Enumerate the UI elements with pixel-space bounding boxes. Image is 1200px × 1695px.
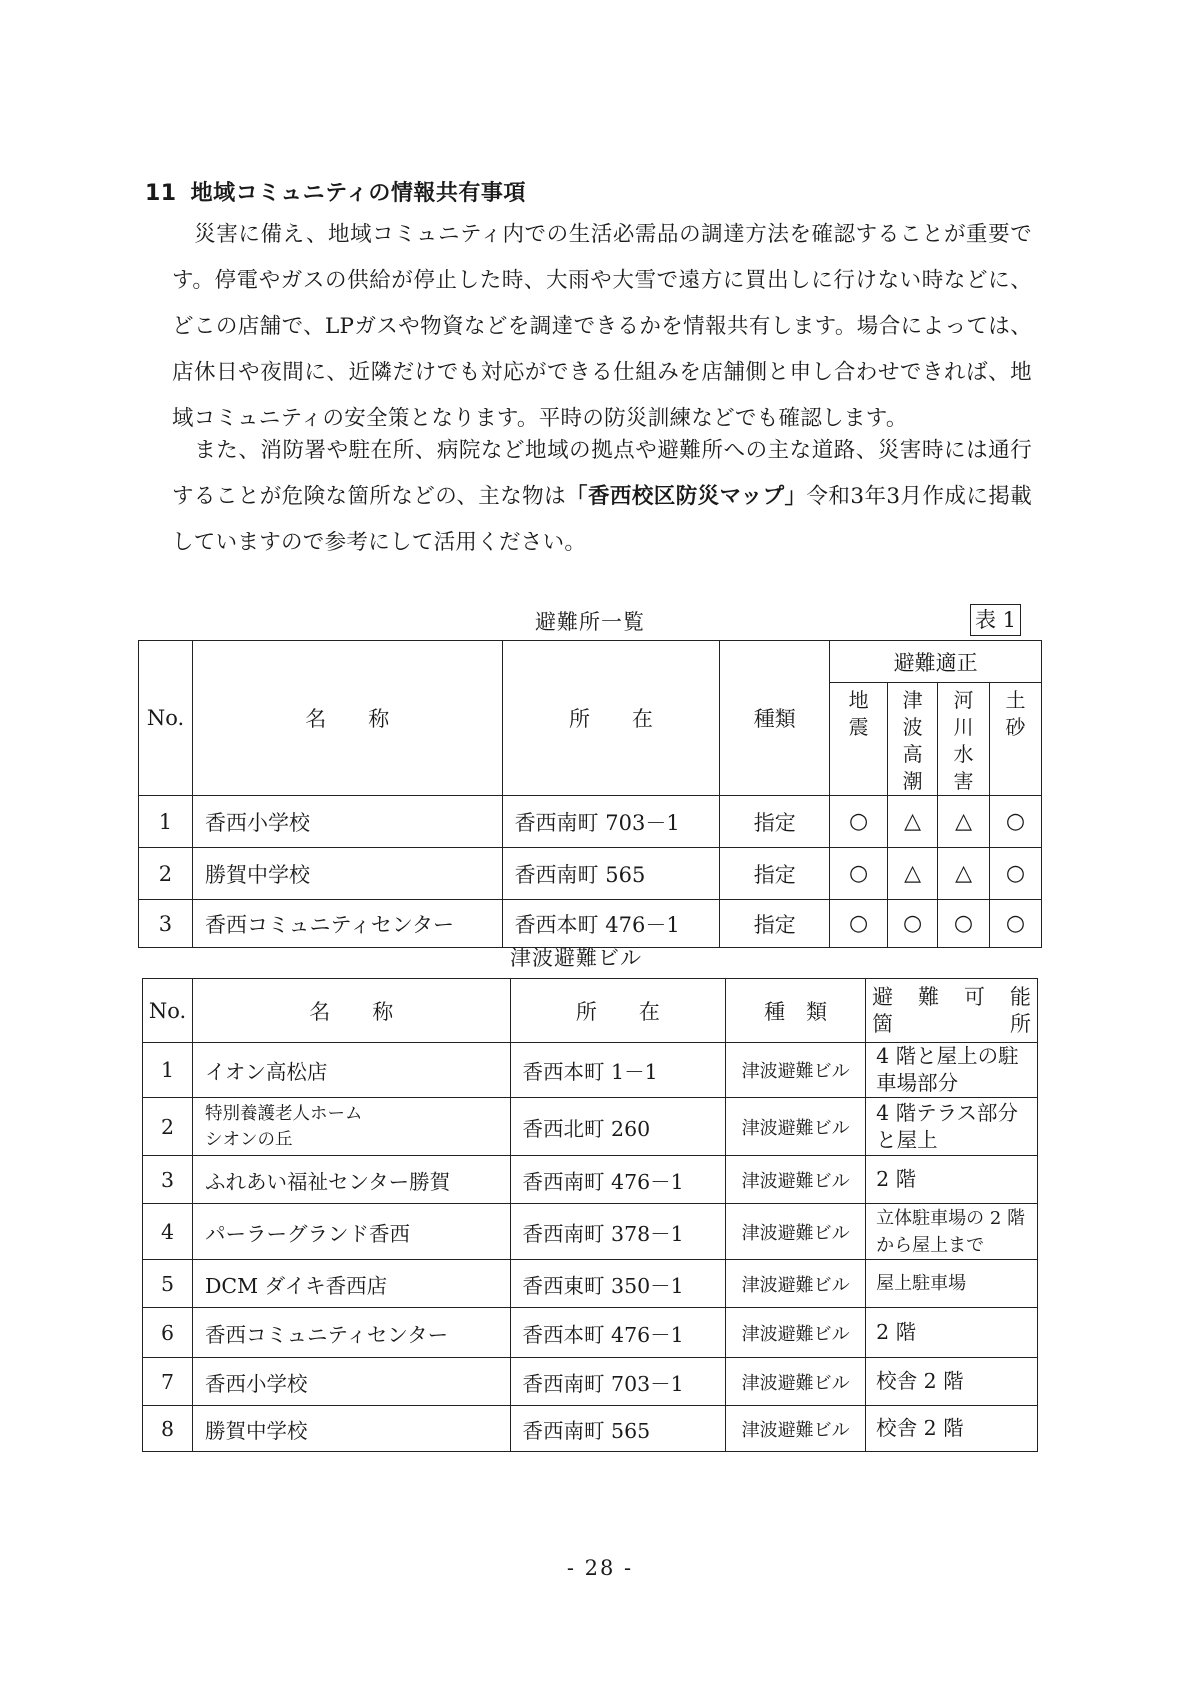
row-location: 屋上駐車場 — [866, 1260, 1038, 1308]
row-type: 指定 — [720, 900, 830, 948]
header-flood — [938, 683, 990, 796]
tsunami-building-table — [142, 978, 1038, 1452]
table-row — [143, 1406, 1038, 1452]
row-address: 香西南町 378－1 — [510, 1204, 726, 1260]
row-type: 津波避難ビル — [726, 1043, 866, 1098]
table-1-caption: 避難所一覧 — [535, 610, 645, 634]
row-name: ふれあい福祉センター勝賀 — [192, 1156, 510, 1204]
header-suitability: 避難適正 — [830, 641, 1042, 683]
row-name-line1: 特別養護老人ホーム — [204, 1103, 363, 1124]
table-row — [143, 1043, 1038, 1098]
section-title: 地域コミュニティの情報共有事項 — [190, 181, 526, 206]
row-location: 4 階と屋上の駐車場部分 — [866, 1043, 1038, 1098]
row-no: 7 — [143, 1358, 193, 1406]
row-no: 1 — [143, 1043, 193, 1098]
header-earthquake — [830, 683, 888, 796]
table-row — [143, 1156, 1038, 1204]
row-type: 津波避難ビル — [726, 1260, 866, 1308]
row-no: 2 — [139, 848, 193, 900]
row-name-line2: シオンの丘 — [204, 1129, 293, 1150]
header-landslide-text: 土砂 — [1005, 688, 1026, 739]
row-no: 4 — [143, 1204, 193, 1260]
row-name — [192, 1098, 510, 1156]
row-address: 香西本町 1－1 — [510, 1043, 726, 1098]
row-type: 津波避難ビル — [726, 1098, 866, 1156]
row-location: 校舎 2 階 — [866, 1358, 1038, 1406]
row-name: 香西小学校 — [192, 796, 502, 848]
mark-tsunami: ○ — [888, 900, 938, 948]
paragraph-2-before: また、消防署や駐在所、病院など地域の拠点や避難所への主な道路、災害時には通行することが危険な箇所などの、主な物は — [172, 438, 1032, 509]
table-row — [143, 1204, 1038, 1260]
table-row — [143, 1308, 1038, 1358]
row-no: 3 — [139, 900, 193, 948]
header-type: 種 類 — [726, 979, 866, 1043]
row-type: 津波避難ビル — [726, 1204, 866, 1260]
mark-landslide: ○ — [990, 900, 1042, 948]
row-name: 香西コミュニティセンター — [192, 900, 502, 948]
table-row — [139, 900, 1042, 948]
row-no: 3 — [143, 1156, 193, 1204]
row-name: 勝賀中学校 — [192, 1406, 510, 1452]
mark-tsunami: △ — [888, 796, 938, 848]
row-location: 立体駐車場の 2 階から屋上まで — [866, 1204, 1038, 1260]
header-location-line2 — [866, 1011, 1037, 1038]
mark-earthquake: ○ — [830, 796, 888, 848]
header-location — [866, 979, 1038, 1043]
header-location-char: 箇 — [872, 1011, 894, 1036]
mark-landslide: ○ — [990, 848, 1042, 900]
row-address: 香西南町 476－1 — [510, 1156, 726, 1204]
row-type: 津波避難ビル — [726, 1308, 866, 1358]
paragraph-1 — [172, 212, 1032, 442]
row-type: 津波避難ビル — [726, 1406, 866, 1452]
row-no: 6 — [143, 1308, 193, 1358]
evacuation-shelter-table — [138, 640, 1042, 948]
mark-flood: ○ — [938, 900, 990, 948]
row-name: 勝賀中学校 — [192, 848, 502, 900]
mark-earthquake: ○ — [830, 848, 888, 900]
section-number: 11 — [145, 181, 177, 206]
header-address: 所 在 — [502, 641, 720, 796]
header-tsunami — [888, 683, 938, 796]
row-address: 香西北町 260 — [510, 1098, 726, 1156]
page-number: - 28 - — [566, 1556, 634, 1580]
header-location-char: 能 — [1010, 984, 1031, 1009]
row-address: 香西南町 703－1 — [502, 796, 720, 848]
header-type: 種類 — [720, 641, 830, 796]
paragraph-2-bold: 「香西校区防災マップ」 — [566, 484, 807, 509]
table-1-tag: 表 1 — [970, 604, 1021, 636]
header-no: No. — [139, 641, 193, 796]
row-no: 5 — [143, 1260, 193, 1308]
row-address: 香西南町 703－1 — [510, 1358, 726, 1406]
row-address: 香西東町 350－1 — [510, 1260, 726, 1308]
header-address: 所 在 — [510, 979, 726, 1043]
header-location-char: 避 — [872, 984, 894, 1009]
header-earthquake-text: 地震 — [848, 688, 869, 739]
section-heading — [145, 176, 526, 207]
header-no: No. — [143, 979, 193, 1043]
header-flood-text: 河川水害 — [953, 688, 974, 793]
header-location-line1 — [866, 984, 1037, 1011]
table-row — [143, 1098, 1038, 1156]
table-row — [139, 848, 1042, 900]
row-address: 香西本町 476－1 — [510, 1308, 726, 1358]
row-location: 4 階テラス部分と屋上 — [866, 1098, 1038, 1156]
mark-landslide: ○ — [990, 796, 1042, 848]
header-location-char: 可 — [964, 984, 986, 1009]
row-type: 津波避難ビル — [726, 1358, 866, 1406]
header-location-char: 難 — [918, 984, 940, 1009]
header-name: 名 称 — [192, 641, 502, 796]
table-2-caption: 津波避難ビル — [510, 946, 642, 970]
table-row — [143, 1358, 1038, 1406]
paragraph-2 — [172, 428, 1032, 566]
row-location: 2 階 — [866, 1156, 1038, 1204]
row-type: 指定 — [720, 796, 830, 848]
mark-flood: △ — [938, 848, 990, 900]
row-name: イオン高松店 — [192, 1043, 510, 1098]
row-name: パーラーグランド香西 — [192, 1204, 510, 1260]
table-row — [139, 796, 1042, 848]
header-name: 名 称 — [192, 979, 510, 1043]
row-no: 2 — [143, 1098, 193, 1156]
header-landslide — [990, 683, 1042, 796]
row-name: 香西コミュニティセンター — [192, 1308, 510, 1358]
row-location: 校舎 2 階 — [866, 1406, 1038, 1452]
header-location-char: 所 — [1010, 1011, 1031, 1036]
row-location: 2 階 — [866, 1308, 1038, 1358]
paragraph-1-text: 災害に備え、地域コミュニティ内での生活必需品の調達方法を確認することが重要です。停電やガスの供給が停止した時、大雨や大雪で遠方に買出しに行けない時などに、どこの店舗で、LPガスや物資などを調達できるかを情報共有します。場合によっては、店休日や夜間に、近隣だけでも対応ができる仕組みを店舗側と申し合わせできれば、地域コミュニティの安全策となります。平時の防災訓練などでも確認します。 — [172, 222, 1032, 431]
header-tsunami-text: 津波高潮 — [902, 688, 923, 793]
mark-earthquake: ○ — [830, 900, 888, 948]
row-name: DCM ダイキ香西店 — [192, 1260, 510, 1308]
mark-flood: △ — [938, 796, 990, 848]
paragraph-2-after: 令和3年3月作成に掲載していますので参考にして活用ください。 — [172, 484, 1032, 555]
row-name: 香西小学校 — [192, 1358, 510, 1406]
mark-tsunami: △ — [888, 848, 938, 900]
row-no: 8 — [143, 1406, 193, 1452]
row-address: 香西本町 476－1 — [502, 900, 720, 948]
table-row — [143, 1260, 1038, 1308]
row-type: 津波避難ビル — [726, 1156, 866, 1204]
row-no: 1 — [139, 796, 193, 848]
row-address: 香西南町 565 — [502, 848, 720, 900]
row-type: 指定 — [720, 848, 830, 900]
row-address: 香西南町 565 — [510, 1406, 726, 1452]
